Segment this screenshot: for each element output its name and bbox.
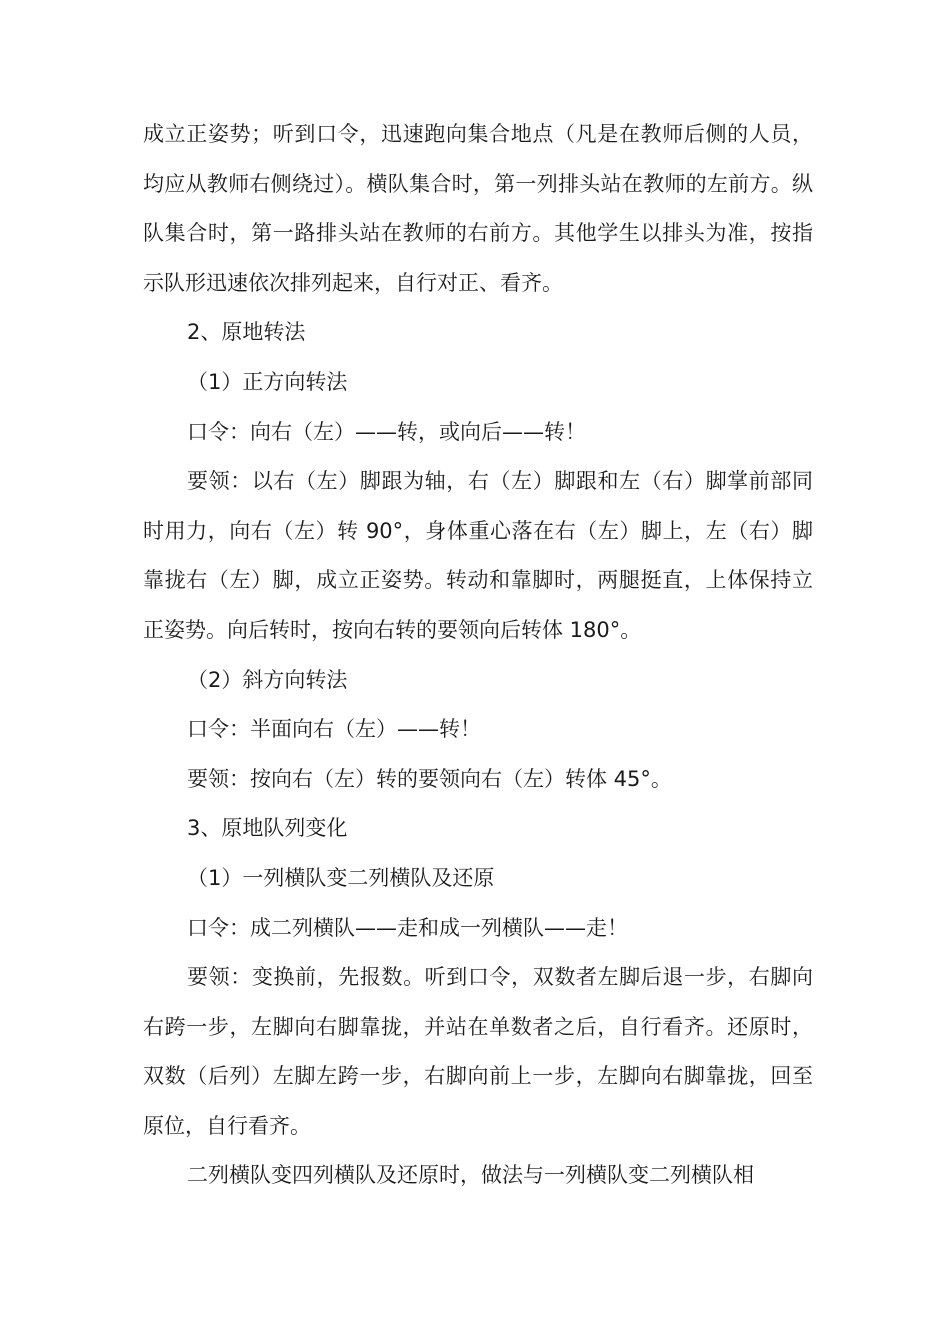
subsection-heading-oblique-turns: （2）斜方向转法: [187, 667, 348, 692]
paragraph-two-to-four-rows: 二列横队变四列横队及还原时，做法与一列横队变二列横队相: [187, 1163, 754, 1188]
paragraph-command-half-turn: 口令：半面向右（左）——转！: [187, 717, 481, 742]
paragraph-essentials-turn: 要领：以右（左）脚跟为轴，右（左）脚跟和左（右）脚掌前部同时用力，向右（左）转 90°，身体重心落在右（左）脚上，左（右）脚靠拢右（左）脚，成立正姿势。转动和靠脚时，两腿挺直，上体保持立正姿势。向后转时，按向右转的要领向后转体 180°。: [143, 469, 813, 642]
paragraph-assembly-text: 成立正姿势；听到口令，迅速跑向集合地点（凡是在教师后侧的人员，均应从教师右侧绕过）。横队集合时，第一列排头站在教师的左前方。纵队集合时，第一路排头站在教师的右前方。其他学生以排头为准，按指示队形迅速依次排列起来，自行对正、看齐。: [143, 122, 813, 295]
section-heading-formation-changes: 3、原地队列变化: [187, 816, 348, 841]
paragraph-command-turn: 口令：向右（左）——转，或向后——转！: [187, 419, 586, 444]
document-body: [143, 110, 813, 1201]
paragraph-essentials-half-turn: 要领：按向右（左）转的要领向右（左）转体 45°。: [187, 766, 672, 791]
section-heading-in-place-turns: 2、原地转法: [187, 320, 306, 345]
subsection-heading-forward-turns: （1）正方向转法: [187, 369, 348, 394]
paragraph-command-rows: 口令：成二列横队——走和成一列横队——走！: [187, 915, 628, 940]
paragraph-essentials-rows: 要领：变换前，先报数。听到口令，双数者左脚后退一步，右脚向右跨一步，左脚向右脚靠拢，并站在单数者之后，自行看齐。还原时，双数（后列）左脚左跨一步，右脚向前上一步，左脚向右脚靠拢，回至原位，自行看齐。: [143, 965, 813, 1138]
subsection-heading-one-to-two-rows: （1）一列横队变二列横队及还原: [187, 865, 495, 890]
